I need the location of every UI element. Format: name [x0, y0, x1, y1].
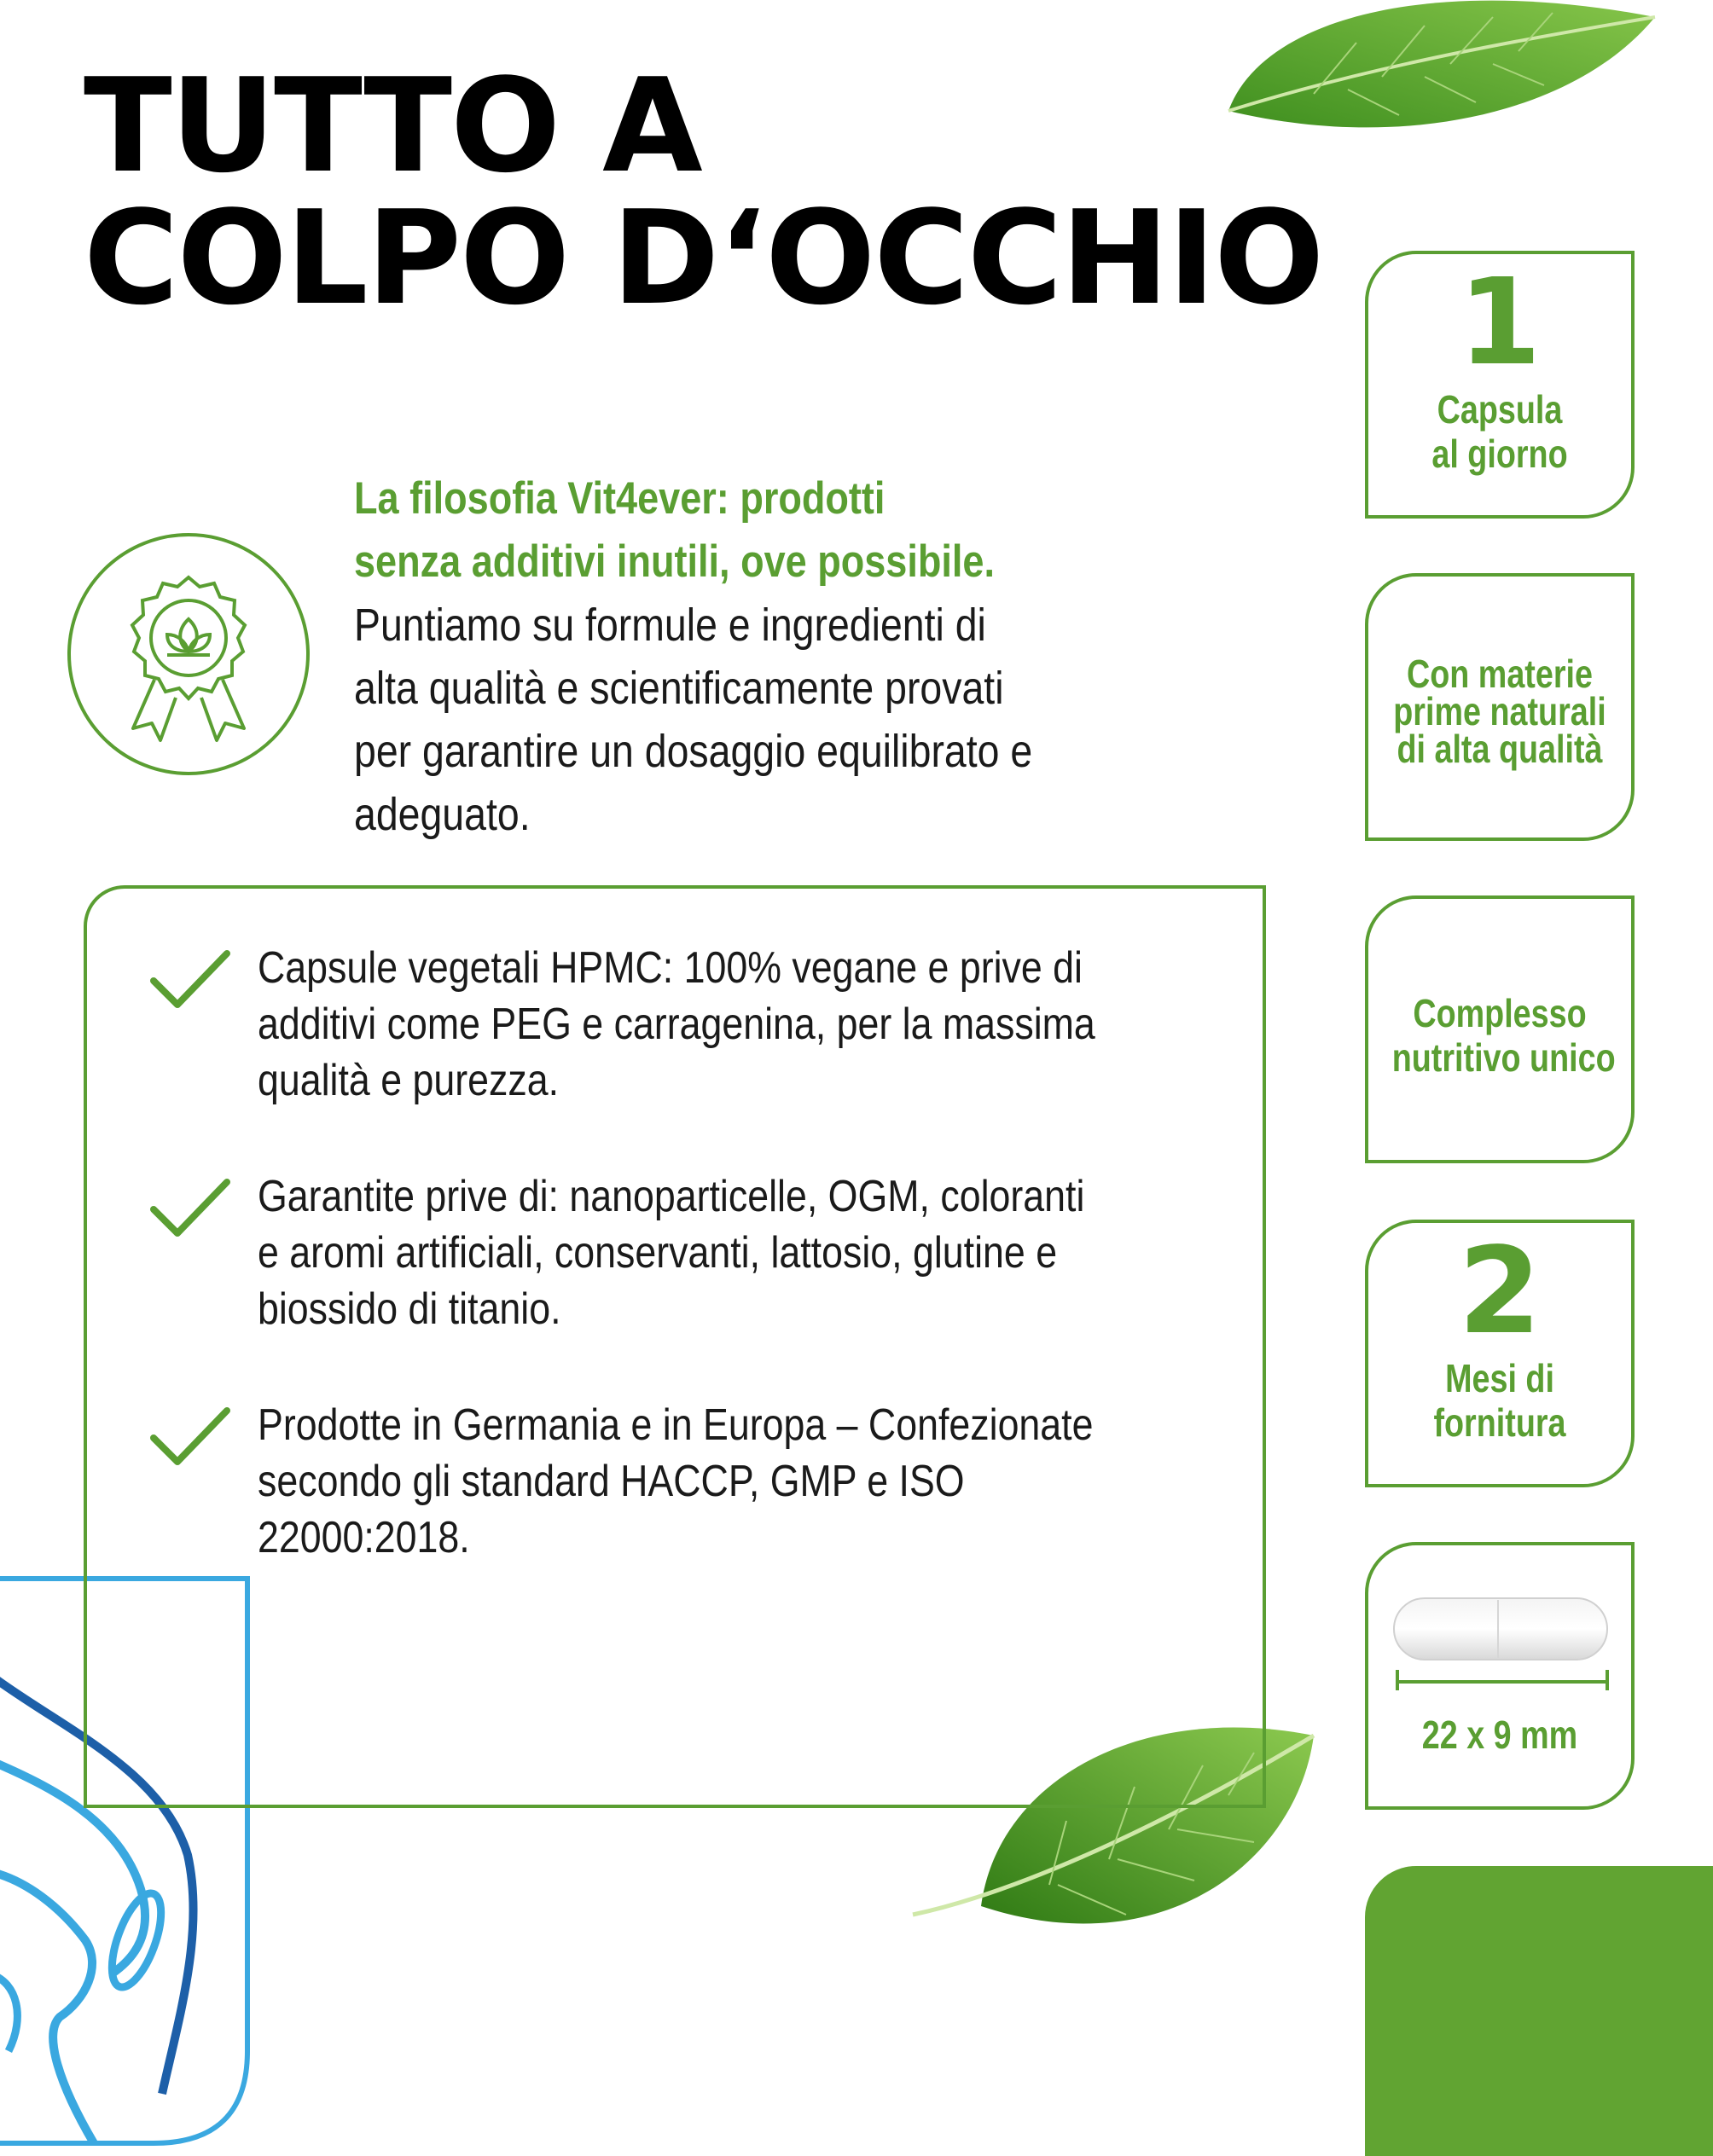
supply-label — [1392, 1356, 1608, 1445]
capsule-icon — [1387, 1588, 1617, 1690]
checklist-line: qualità e purezza. — [258, 1056, 560, 1105]
feature-label-line: di alta qualità — [1397, 727, 1603, 771]
philosophy-body-line: alta qualità e scientificamente provati — [354, 663, 1004, 714]
feature-label-line: al giorno — [1431, 432, 1568, 476]
feature-box-supply — [1365, 1220, 1635, 1487]
feature-box-daily-capsule — [1365, 251, 1635, 519]
feature-box-nutrient-complex — [1365, 895, 1635, 1163]
philosophy-body-line: adeguato. — [354, 789, 531, 840]
checkmark-icon — [147, 945, 232, 1013]
philosophy-body — [354, 594, 1132, 846]
checklist-line: e aromi artificiali, conservanti, lattosio, glutine e — [258, 1228, 1058, 1278]
title-line-2: COLPO D‘OCCHIO — [84, 183, 1323, 333]
checklist-line: biossido di titanio. — [258, 1284, 561, 1334]
feature-label-line: Complesso — [1413, 991, 1587, 1035]
feature-label-line: prime naturali — [1393, 689, 1606, 733]
checklist-text — [258, 1168, 1084, 1337]
feature-box-capsule-size — [1365, 1542, 1635, 1810]
raw-materials-label — [1392, 652, 1608, 771]
capsule-size-label: 22 x 9 mm — [1421, 1713, 1578, 1757]
checklist-line: additivi come PEG e carragenina, per la massima — [258, 1000, 1095, 1049]
checklist-line: secondo gli standard HACCP, GMP e ISO — [258, 1457, 965, 1506]
title-line-1: TUTTO A — [84, 50, 701, 201]
philosophy-headline-2: senza additivi inutili, ove possibile. — [354, 536, 996, 587]
feature-label-line: fornitura — [1433, 1400, 1566, 1445]
checklist-line: Garantite prive di: nanoparticelle, OGM, coloranti — [258, 1172, 1085, 1221]
checklist-text — [258, 1397, 1093, 1566]
checklist-line: 22000:2018. — [258, 1513, 470, 1562]
philosophy-body-line: Puntiamo su formule e ingredienti di — [354, 600, 986, 651]
daily-capsule-label — [1392, 387, 1608, 476]
page-title — [84, 50, 1363, 333]
checklist-box — [84, 885, 1266, 1808]
philosophy-headline-1: La filosofia Vit4ever: prodotti — [354, 473, 886, 524]
checklist-line: Capsule vegetali HPMC: 100% vegane e prive di — [258, 943, 1083, 993]
feature-box-raw-materials — [1365, 573, 1635, 841]
philosophy-body-line: per garantire un dosaggio equilibrato e — [354, 726, 1033, 777]
philosophy-section — [354, 467, 1173, 846]
green-decor-block — [1365, 1866, 1713, 2156]
nutrient-complex-label — [1391, 991, 1616, 1080]
checkmark-icon — [147, 1174, 232, 1242]
feature-label-line: Con materie — [1406, 652, 1593, 696]
feature-label-line: nutritivo unico — [1391, 1035, 1616, 1080]
quality-seal-icon — [65, 530, 312, 778]
feature-label-line: Capsula — [1437, 387, 1563, 432]
feature-label-line: Mesi di — [1445, 1356, 1554, 1400]
checklist-text — [258, 940, 1095, 1109]
daily-capsule-number: 1 — [1458, 253, 1542, 392]
checkmark-icon — [147, 1402, 232, 1470]
supply-months-number: 2 — [1458, 1222, 1542, 1361]
checklist-line: Prodotte in Germania e in Europa – Confezionate — [258, 1400, 1094, 1450]
